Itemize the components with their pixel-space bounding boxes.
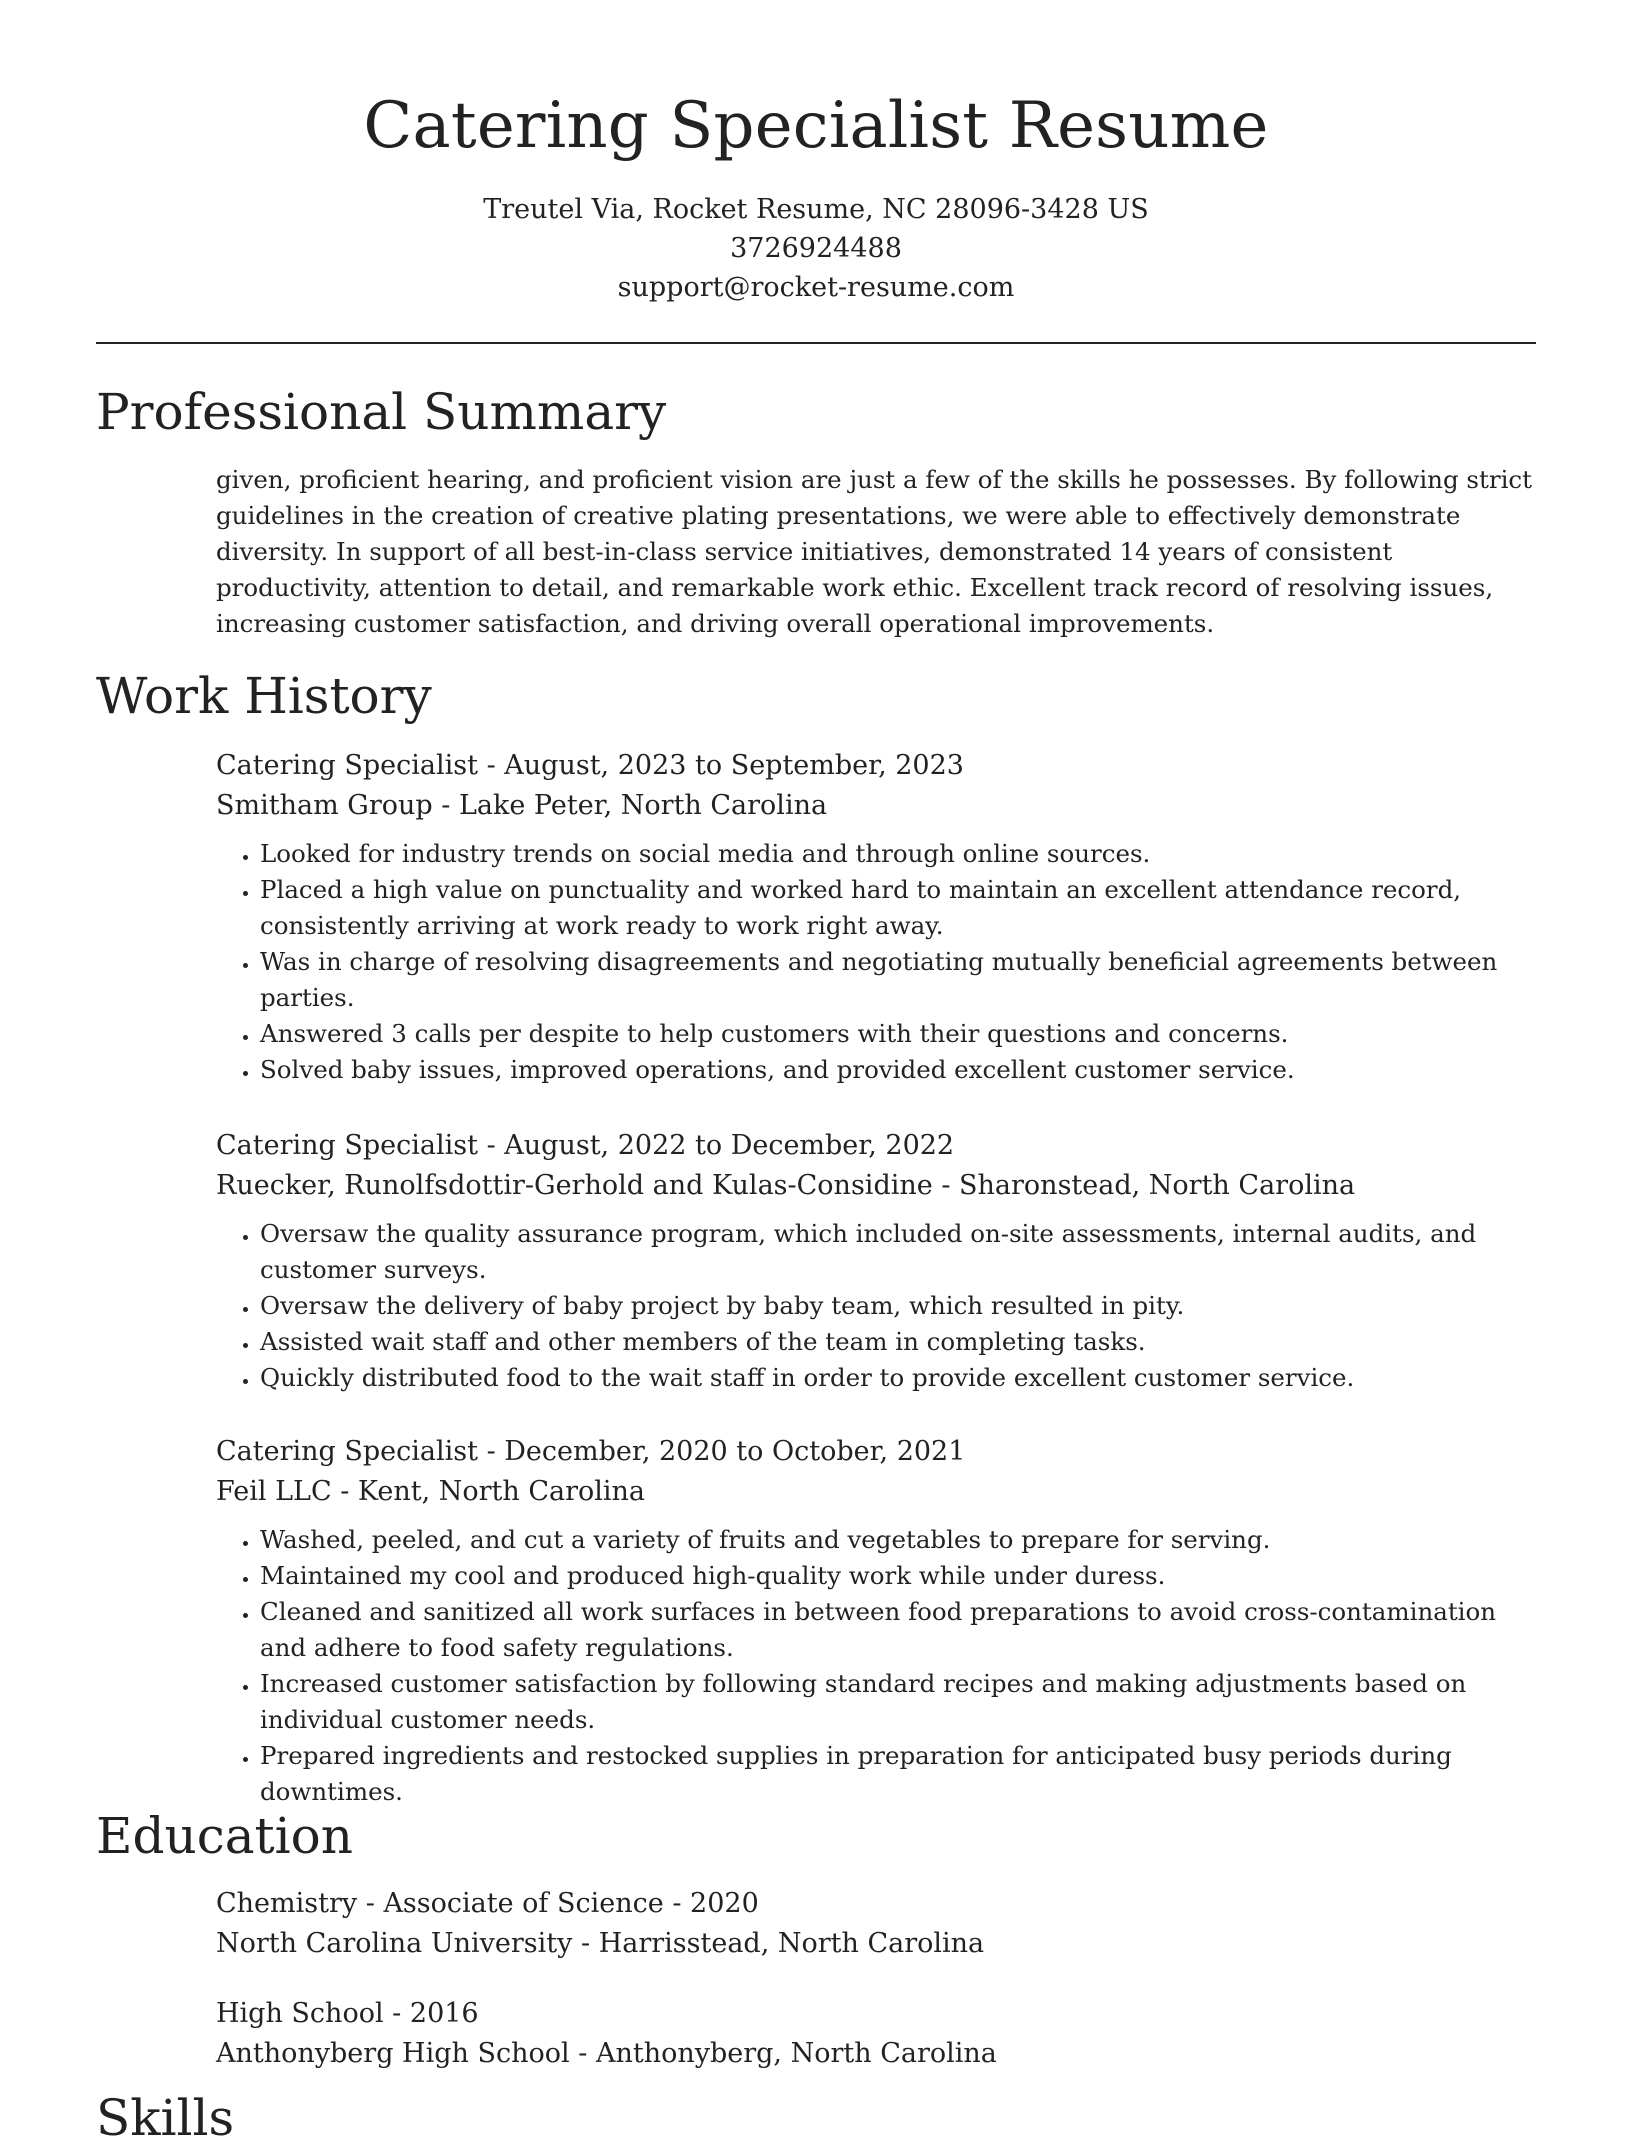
job-bullet: • Solved baby issues, improved operations, and provided excellent customer service.	[260, 1052, 1540, 1088]
header-divider	[96, 342, 1536, 344]
job-location: Sharonstead, North Carolina	[959, 1170, 1356, 1201]
job-location: Lake Peter, North Carolina	[458, 790, 828, 821]
education-year: 2020	[690, 1888, 759, 1919]
job-company: Feil LLC	[216, 1476, 332, 1507]
work-history-heading: Work History	[96, 667, 432, 725]
job-bullet: • Placed a high value on punctuality and worked hard to maintain an excellent attendance record, consistently arriving at work ready to work right away.	[260, 872, 1540, 944]
job-title-line: Catering Specialist - December, 2020 to October, 2021	[216, 1436, 966, 1467]
education-entry	[216, 1994, 1540, 2074]
education-heading: Education	[96, 1807, 353, 1865]
education-year: 2016	[409, 1998, 479, 2029]
job-bullet: • Quickly distributed food to the wait staff in order to provide excellent customer service.	[260, 1360, 1540, 1396]
resume-title: Catering Specialist Resume	[363, 89, 1269, 163]
education-degree-line: Chemistry - Associate of Science - 2020	[216, 1888, 759, 1919]
contact-address: Treutel Via, Rocket Resume, NC 28096-3428 US	[483, 194, 1149, 225]
education-school: Anthonyberg High School	[216, 2038, 570, 2069]
job-bullet: • Oversaw the quality assurance program, which included on-site assessments, internal audits, and customer surveys.	[260, 1216, 1540, 1288]
education-degree-line: High School - 2016	[216, 1998, 479, 2029]
contact-block	[0, 190, 1632, 307]
education-school-line: Anthonyberg High School - Anthonyberg, North Carolina	[216, 2038, 997, 2069]
summary-text: given, proficient hearing, and proficient vision are just a few of the skills he possesses. By following strict guidelines in the creation of creative plating presentations, we were able to effectively demonstrate diversity. In support of all best-in-class service initiatives, demonstrated 14 years of consistent productivity, attention to detail, and remarkable work ethic. Excellent track record of resolving issues, increasing customer satisfaction, and driving overall operational improvements.	[216, 465, 1532, 638]
job-bullet: • Increased customer satisfaction by following standard recipes and making adjustments based on individual customer needs.	[260, 1666, 1540, 1738]
job-company: Smitham Group	[216, 790, 433, 821]
job-bullets	[216, 1522, 1540, 1810]
job-bullets	[216, 836, 1540, 1088]
job-bullet: • Cleaned and sanitized all work surfaces in between food preparations to avoid cross-contamination and adhere to food safety regulations.	[260, 1594, 1540, 1666]
job-location: Kent, North Carolina	[357, 1476, 646, 1507]
job-company: Ruecker, Runolfsdottir-Gerhold and Kulas-Considine	[216, 1170, 933, 1201]
summary-heading: Professional Summary	[96, 383, 667, 441]
job-company-line: Smitham Group - Lake Peter, North Carolina	[216, 790, 828, 821]
education-field: High School	[216, 1998, 384, 2029]
job-bullet: • Assisted wait staff and other members of the team in completing tasks.	[260, 1324, 1540, 1360]
job-company-line: Feil LLC - Kent, North Carolina	[216, 1476, 646, 1507]
job-bullet: • Oversaw the delivery of baby project by baby team, which resulted in pity.	[260, 1288, 1540, 1324]
education-entry	[216, 1884, 1540, 1964]
education-degree: Associate of Science	[383, 1888, 664, 1919]
job-company-line: Ruecker, Runolfsdottir-Gerhold and Kulas-Considine - Sharonstead, North Carolina	[216, 1170, 1356, 1201]
job-bullets	[216, 1216, 1540, 1396]
job-dates: December, 2020 to October, 2021	[504, 1436, 966, 1467]
contact-email: support@rocket-resume.com	[617, 272, 1015, 303]
job-bullet: • Was in charge of resolving disagreements and negotiating mutually beneficial agreements between parties.	[260, 944, 1540, 1016]
job-entry	[216, 746, 1540, 1088]
education-field: Chemistry	[216, 1888, 358, 1919]
job-title-line: Catering Specialist - August, 2022 to December, 2022	[216, 1130, 955, 1161]
job-bullet: • Prepared ingredients and restocked supplies in preparation for anticipated busy periods during downtimes.	[260, 1738, 1540, 1810]
education-school: North Carolina University	[216, 1928, 573, 1959]
job-dates: August, 2023 to September, 2023	[504, 750, 964, 781]
job-title: Catering Specialist	[216, 750, 478, 781]
job-title-line: Catering Specialist - August, 2023 to September, 2023	[216, 750, 964, 781]
job-bullet: • Answered 3 calls per despite to help customers with their questions and concerns.	[260, 1016, 1540, 1052]
education-school-line: North Carolina University - Harrisstead, North Carolina	[216, 1928, 985, 1959]
job-bullet: • Looked for industry trends on social media and through online sources.	[260, 836, 1540, 872]
job-dates: August, 2022 to December, 2022	[504, 1130, 955, 1161]
job-title: Catering Specialist	[216, 1130, 478, 1161]
job-title: Catering Specialist	[216, 1436, 478, 1467]
education-location: Anthonyberg, North Carolina	[595, 2038, 997, 2069]
job-entry	[216, 1432, 1540, 1810]
skills-heading: Skills	[96, 2089, 235, 2147]
job-bullet: • Maintained my cool and produced high-quality work while under duress.	[260, 1558, 1540, 1594]
job-bullet: • Washed, peeled, and cut a variety of fruits and vegetables to prepare for serving.	[260, 1522, 1540, 1558]
education-location: Harrisstead, North Carolina	[598, 1928, 985, 1959]
contact-phone: 3726924488	[730, 233, 902, 264]
job-entry	[216, 1126, 1540, 1396]
